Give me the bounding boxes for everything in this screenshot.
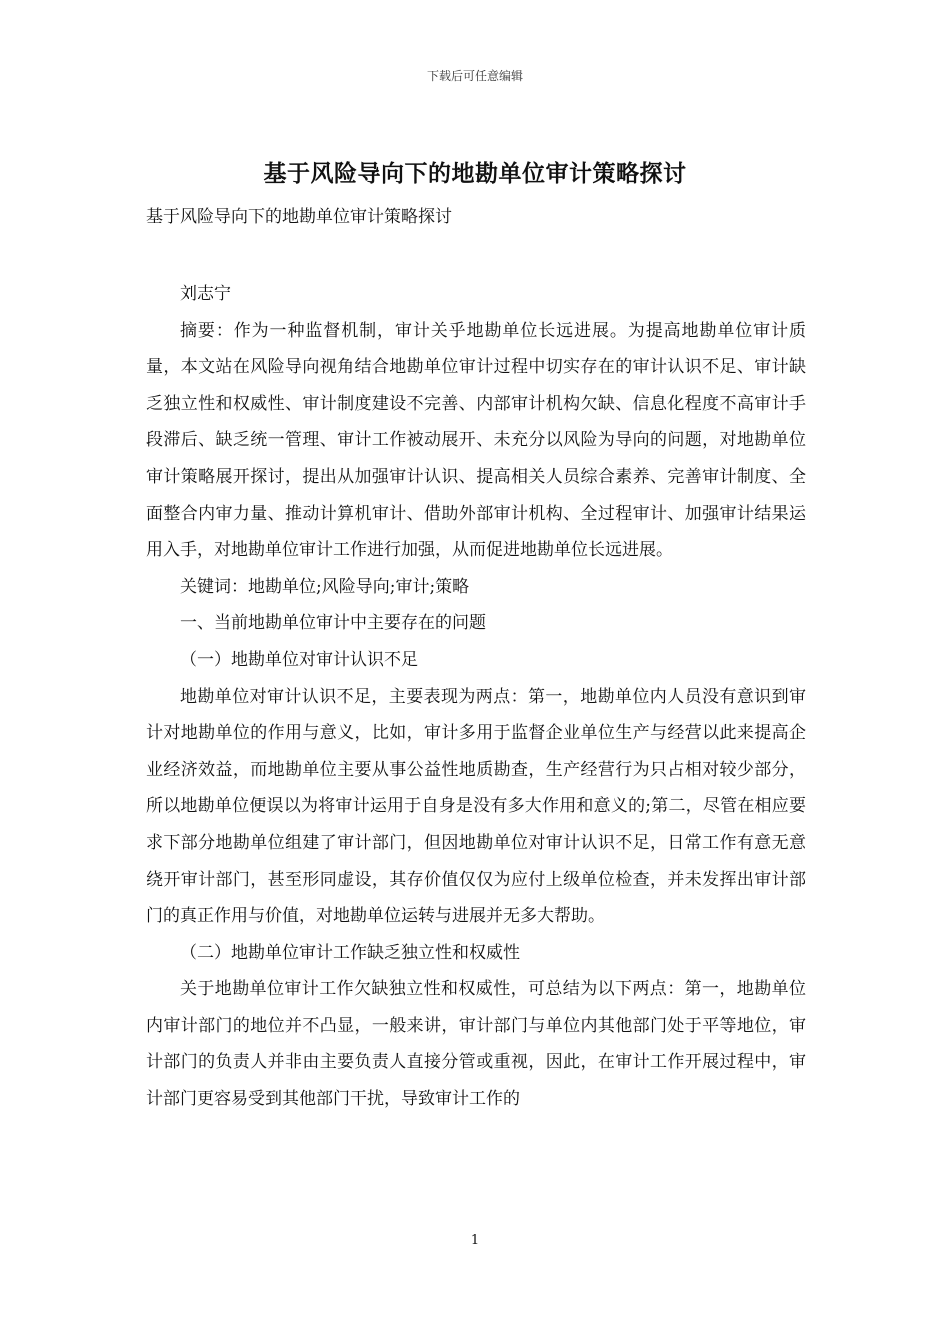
subsection-1-paragraph: 地勘单位对审计认识不足，主要表现为两点：第一，地勘单位内人员没有意识到审计对地勘单位的作用与意义，比如，审计多用于监督企业单位生产与经营以此来提高企业经济效益，而地勘单位主要从事公益性地质勘查，生产经营行为只占相对较少部分，所以地勘单位便误以为将审计运用于自身是没有多大作用和意义的;第二，尽管在相应要求下部分地勘单位组建了审计部门，但因地勘单位对审计认识不足，日常工作有意无意绕开审计部门，甚至形同虚设，其存价值仅仅为应付上级单位检查，并未发挥出审计部门的真正作用与价值，对地勘单位运转与进展并无多大帮助。 bbox=[146, 686, 806, 927]
subsection-2-paragraph: 关于地勘单位审计工作欠缺独立性和权威性，可总结为以下两点：第一，地勘单位内审计部门的地位并不凸显，一般来讲，审计部门与单位内其他部门处于平等地位，审计部门的负责人并非由主要负责人直接分管或重视，因此，在审计工作开展过程中，审计部门更容易受到其他部门干扰，导致审计工作的 bbox=[146, 979, 806, 1110]
keywords-line: 关键词：地勘单位;风险导向;审计;策略 bbox=[180, 576, 470, 597]
subsection-heading-1: （一）地勘单位对审计认识不足 bbox=[180, 649, 418, 670]
document-body bbox=[146, 276, 806, 1118]
document-title: 基于风险导向下的地勘单位审计策略探讨 bbox=[263, 160, 687, 187]
author-name: 刘志宁 bbox=[180, 284, 231, 304]
document-subtitle: 基于风险导向下的地勘单位审计策略探讨 bbox=[146, 207, 452, 227]
section-heading-1: 一、当前地勘单位审计中主要存在的问题 bbox=[180, 613, 486, 634]
abstract-paragraph: 摘要：作为一种监督机制，审计关乎地勘单位长远进展。为提高地勘单位审计质量，本文站在风险导向视角结合地勘单位审计过程中切实存在的审计认识不足、审计缺乏独立性和权威性、审计制度建设不完善、内部审计机构欠缺、信息化程度不高审计手段滞后、缺乏统一管理、审计工作被动展开、未充分以风险为导向的问题，对地勘单位审计策略展开探讨，提出从加强审计认识、提高相关人员综合素养、完善审计制度、全面整合内审力量、推动计算机审计、借助外部审计机构、全过程审计、加强审计结果运用入手，对地勘单位审计工作进行加强，从而促进地勘单位长远进展。 bbox=[146, 320, 806, 561]
subsection-heading-2: （二）地勘单位审计工作缺乏独立性和权威性 bbox=[180, 942, 520, 963]
page-header-note: 下载后可任意编辑 bbox=[426, 69, 523, 83]
page-number: 1 bbox=[470, 1233, 480, 1248]
